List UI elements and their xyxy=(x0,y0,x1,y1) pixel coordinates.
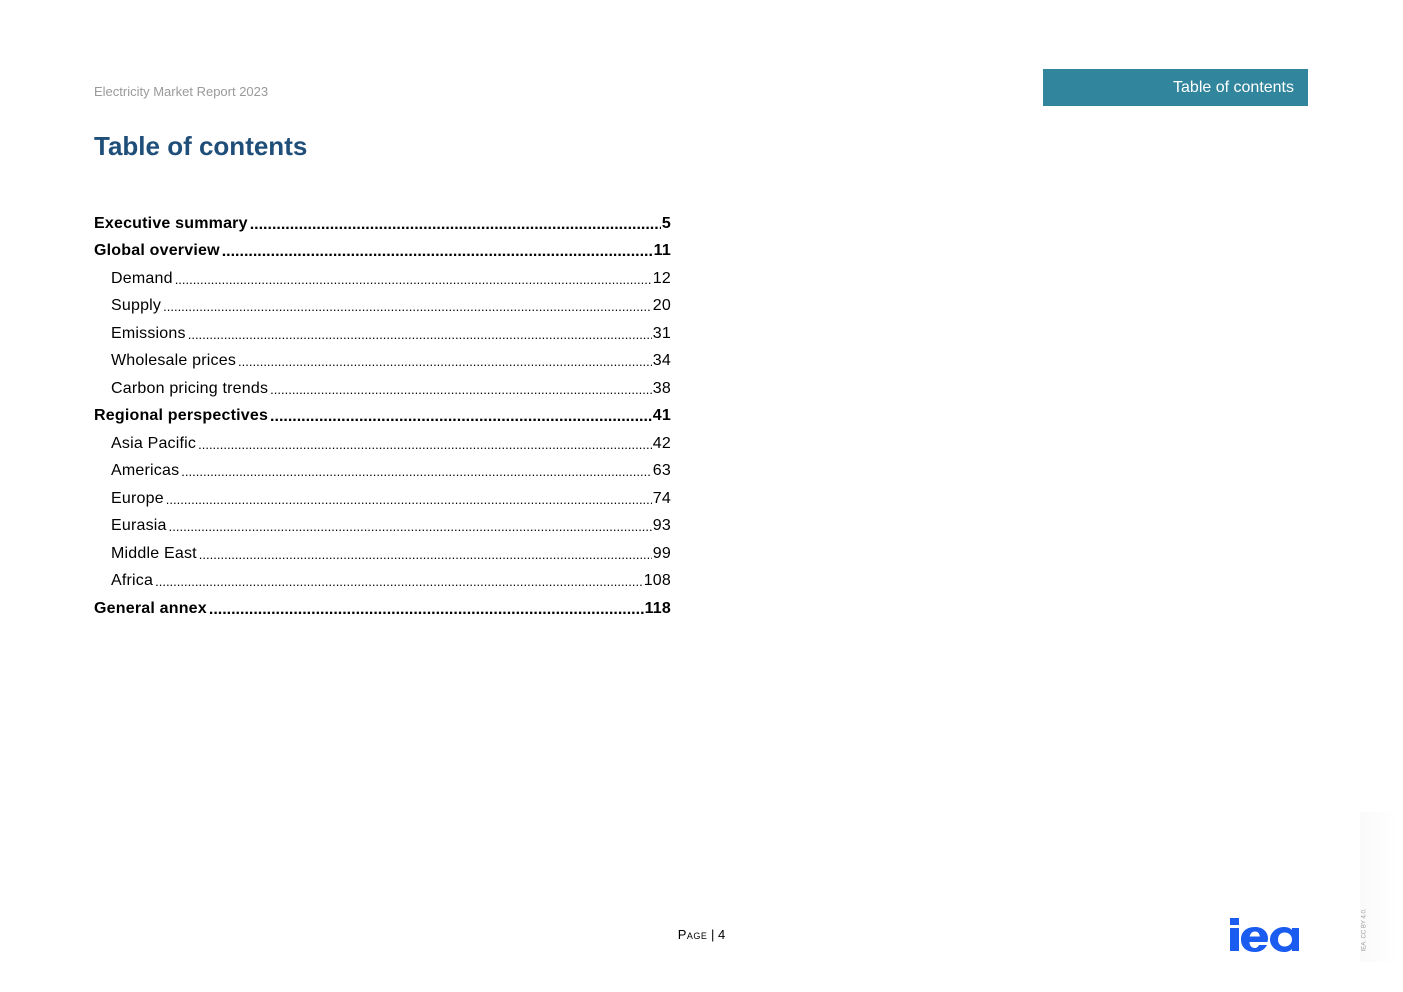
page-title: Table of contents xyxy=(94,131,308,161)
toc-dot-leader xyxy=(181,463,652,481)
toc-dot-leader xyxy=(270,381,652,399)
table-of-contents-list xyxy=(94,210,671,623)
toc-entry-page: 118 xyxy=(644,599,671,617)
toc-entry-page: 12 xyxy=(652,269,671,287)
iea-logo xyxy=(1229,914,1309,954)
toc-entry-page: 20 xyxy=(652,297,671,315)
toc-entry-label: General annex xyxy=(94,599,207,617)
toc-dot-leader xyxy=(270,408,652,426)
toc-entry-page: 5 xyxy=(661,214,671,232)
toc-dot-leader xyxy=(199,546,652,564)
toc-entry[interactable] xyxy=(94,375,671,403)
toc-entry-page: 99 xyxy=(652,544,671,562)
toc-entry-page: 108 xyxy=(643,572,671,590)
toc-entry[interactable] xyxy=(94,238,671,266)
toc-entry[interactable] xyxy=(94,485,671,513)
toc-entry-label: Demand xyxy=(111,269,173,287)
toc-entry[interactable] xyxy=(94,458,671,486)
toc-entry-label: Supply xyxy=(111,297,162,315)
toc-entry[interactable] xyxy=(94,595,671,623)
toc-entry-page: 34 xyxy=(652,352,671,370)
toc-entry-page: 74 xyxy=(652,489,671,507)
toc-entry-page: 63 xyxy=(652,462,671,480)
toc-dot-leader xyxy=(198,436,652,454)
section-tab-table-of-contents[interactable] xyxy=(1043,69,1308,106)
toc-dot-leader xyxy=(238,353,652,371)
toc-entry-label: Wholesale prices xyxy=(111,352,237,370)
toc-entry[interactable] xyxy=(94,348,671,376)
toc-entry[interactable] xyxy=(94,540,671,568)
toc-dot-leader xyxy=(169,518,652,536)
page-number-footer xyxy=(0,927,1403,942)
toc-dot-leader xyxy=(188,326,652,344)
toc-dot-leader xyxy=(209,601,644,619)
toc-entry[interactable] xyxy=(94,320,671,348)
logo-text: iea xyxy=(1229,914,1231,915)
toc-dot-leader xyxy=(163,298,652,316)
page-word: Page xyxy=(677,927,708,942)
toc-entry[interactable] xyxy=(94,265,671,293)
toc-dot-leader xyxy=(175,271,652,289)
toc-entry-label: Regional perspectives xyxy=(94,407,269,425)
toc-entry-page: 42 xyxy=(652,434,671,452)
toc-entry-label: Asia Pacific xyxy=(111,434,197,452)
toc-entry-page: 38 xyxy=(652,379,671,397)
section-tab-label: Table of contents xyxy=(1173,78,1294,96)
toc-entry-page: 11 xyxy=(653,242,671,260)
toc-entry-page: 31 xyxy=(652,324,671,342)
toc-entry-label: Eurasia xyxy=(111,517,167,535)
toc-dot-leader xyxy=(155,573,643,591)
toc-dot-leader xyxy=(250,216,661,234)
toc-entry-label: Global overview xyxy=(94,242,220,260)
toc-entry-page: 93 xyxy=(652,517,671,535)
toc-entry-label: Emissions xyxy=(111,324,186,342)
toc-entry-label: Carbon pricing trends xyxy=(111,379,269,397)
toc-entry-label: Europe xyxy=(111,489,164,507)
report-name: Electricity Market Report 2023 xyxy=(94,84,269,99)
toc-dot-leader xyxy=(222,243,653,261)
toc-entry[interactable] xyxy=(94,430,671,458)
toc-entry[interactable] xyxy=(94,210,671,238)
toc-entry-label: Middle East xyxy=(111,544,197,562)
toc-entry-label: Executive summary xyxy=(94,214,248,232)
toc-entry-label: Africa xyxy=(111,572,154,590)
toc-entry-page: 41 xyxy=(652,407,671,425)
toc-dot-leader xyxy=(166,491,652,509)
page-number: 4 xyxy=(718,927,726,942)
page-separator: | xyxy=(711,927,715,942)
toc-entry[interactable] xyxy=(94,403,671,431)
license-note: IEA. CC BY 4.0. xyxy=(1361,908,1368,952)
toc-entry-label: Americas xyxy=(111,462,180,480)
toc-entry[interactable] xyxy=(94,513,671,541)
toc-entry[interactable] xyxy=(94,568,671,596)
toc-entry[interactable] xyxy=(94,293,671,321)
